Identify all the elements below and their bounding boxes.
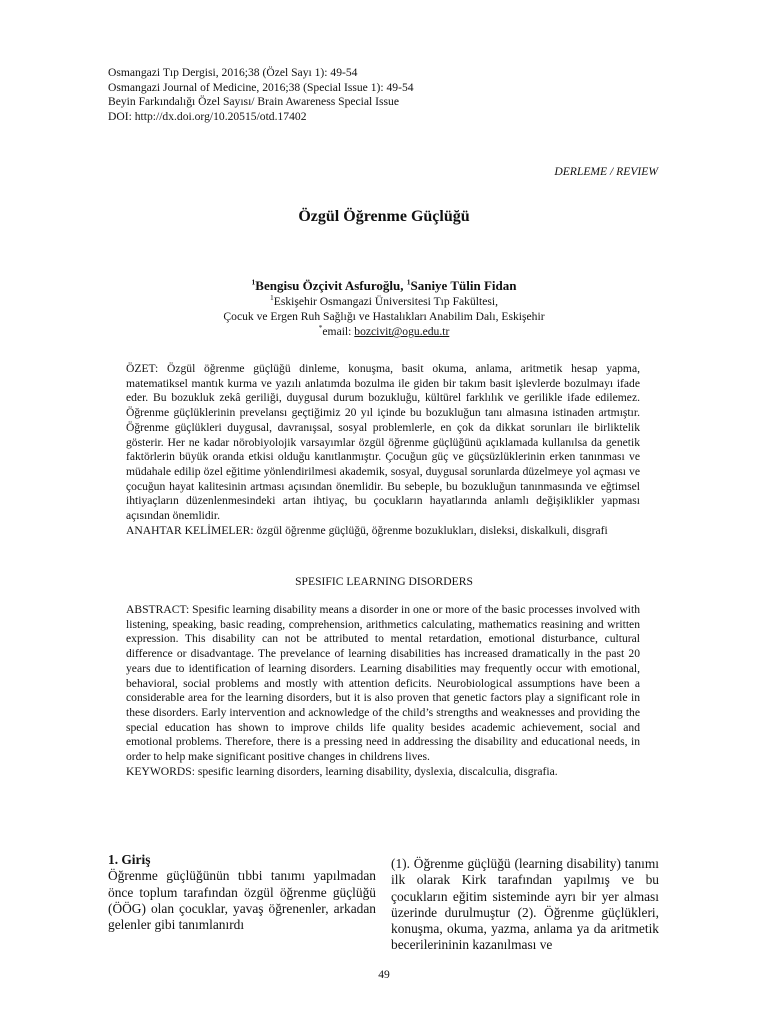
journal-citation-tr: Osmangazi Tıp Dergisi, 2016;38 (Özel Sayı 1): 49-54: [108, 66, 358, 79]
abstract-english-text: ABSTRACT: Spesific learning disability means a disorder in one or more of the basic processes involved with listening, speaking, basic reading, comprehension, arithmetics calculating, mathematics reasining and written expression. This disability can not be attributed to mental retardation, emotional disturbance, cultural difference or disadvantage. The prevelance of learning disabilities has increased dramatically in the past 20 years due to identification of learning disorders. Learning disabilities may frequently occur with emotional, behavioral, social problems and mostly with attention deficits. Neurobiological assumptions have been a considerable area for the learning disorders, but it is also proven that genetic factors play a significant role in these disorders. Early intervention and acknowledge of the child’s strengths and weaknesses and providing the special education has shown to improve childs life quality besides academic achievement, social and emotional problems. Therefore, there is a pressing need in addressing the disability and educational needs, in order to help make significant positive changes in childrens lives.: [126, 603, 640, 764]
body-paragraph-right: (1). Öğrenme güçlüğü (learning disability) tanımı ilk olarak Kirk tarafından yapılmış ve bu çocukların eğitim sisteminde ayrı bir yer alması üzerinde durulmuştur (2). Öğrenme güçlükleri, konuşma, okuma, yazma, anlama ya da aritmetik becerilerininin kazanılması ve: [391, 856, 659, 953]
keywords-turkish: ANAHTAR KELİMELER: özgül öğrenme güçlüğü, öğrenme bozuklukları, disleksi, diskalkuli, disgrafi: [126, 523, 608, 537]
email-line: [0, 324, 768, 339]
affiliation-line-2: Çocuk ve Ergen Ruh Sağlığı ve Hastalıkları Anabilim Dalı, Eskişehir: [223, 310, 545, 323]
email-label: email:: [322, 325, 355, 338]
email-superscript: *: [318, 323, 323, 333]
affiliation-superscript: 1: [270, 293, 274, 303]
article-type: DERLEME / REVIEW: [554, 165, 658, 178]
page-number: 49: [378, 968, 390, 981]
author2-superscript: 1: [406, 277, 411, 287]
abstract-turkish: [126, 362, 640, 538]
affiliation-block: [0, 294, 768, 339]
body-column-right: [391, 856, 659, 954]
body-column-left: [108, 852, 376, 933]
abstract-english: [126, 603, 640, 779]
doi-line[interactable]: DOI: http://dx.doi.org/10.20515/otd.17402: [108, 109, 307, 123]
affiliation-line-1: $^1$Eskişehir Osmangazi Üniversitesi Tıp Fakültesi,: [270, 293, 498, 308]
paper-title: Özgül Öğrenme Güçlüğü: [298, 208, 470, 225]
author1-superscript: 1: [251, 277, 256, 287]
section-heading: 1. Giriş: [108, 852, 151, 867]
keywords-english: KEYWORDS: spesific learning disorders, learning disability, dyslexia, discalculia, disgrafia.: [126, 764, 558, 778]
journal-header: [108, 66, 414, 124]
body-paragraph-left: Öğrenme güçlüğünün tıbbi tanımı yapılmadan önce toplum tarafından özgül öğrenme güçlüğü (ÖÖG) olan çocuklar, yavaş öğrenenler, arkadan gelenler gibi tanımlanırdı: [108, 868, 376, 933]
author-2: Saniye Tülin Fidan: [410, 278, 517, 293]
abstract-turkish-text: ÖZET: Özgül öğrenme güçlüğü dinleme, konuşma, basit okuma, anlama, aritmetik hesap yapma, matematiksel mantık kurma ve yazılı anlatımda bozulma ile giden bir takım basit işlevlerde bozulmayı ifade eder. Bu bozukluk zekâ geriliği, duygusal durum bozukluğu, kültürel farklılık ve gerilikle ifade edilemez. Öğrenme güçlüklerinin prevelansı geçtiğimiz 20 yıl içinde bu bozukluğun tanı almasına istinaden artmıştır. Öğrenme güçlükleri duygusal, davranışsal, sosyal problemlerle, en çok da dikkat sorunları ile birliktelik gösterir. Her ne kadar nörobiyolojik varsayımlar özgül öğrenme güçlüğünü açıklamada kullanılsa da genetik faktörlerin büyük oranda etkisi olduğu kanıtlanmıştır. Çocuğun güç ve güçsüzlüklerinin erken tanınması ve müdahale edilip özel eğitime yönlendirilmesi akademik, sosyal, duygusal sorunlarda düzelmeye yol açması ve çocuğun hayat kalitesinin artması açısından önemlidir. Bu sebeple, bu bozukluğun tanınmasında ve eğtimsel ihtiyaçların düzenlenmesindeki artan ihtiyaç, bu çocukların hayatlarında anlamlı değişiklikler yapması açısından önemlidir.: [126, 362, 640, 523]
author-list: [0, 278, 768, 294]
email-link[interactable]: bozcivit@ogu.edu.tr: [354, 325, 450, 338]
special-issue-line: Beyin Farkındalığı Özel Sayısı/ Brain Awareness Special Issue: [108, 95, 399, 108]
journal-citation-en: Osmangazi Journal of Medicine, 2016;38 (Special Issue 1): 49-54: [108, 80, 414, 94]
english-title: SPESIFIC LEARNING DISORDERS: [295, 575, 473, 588]
author-1: Bengisu Özçivit Asfuroğlu,: [255, 278, 407, 293]
